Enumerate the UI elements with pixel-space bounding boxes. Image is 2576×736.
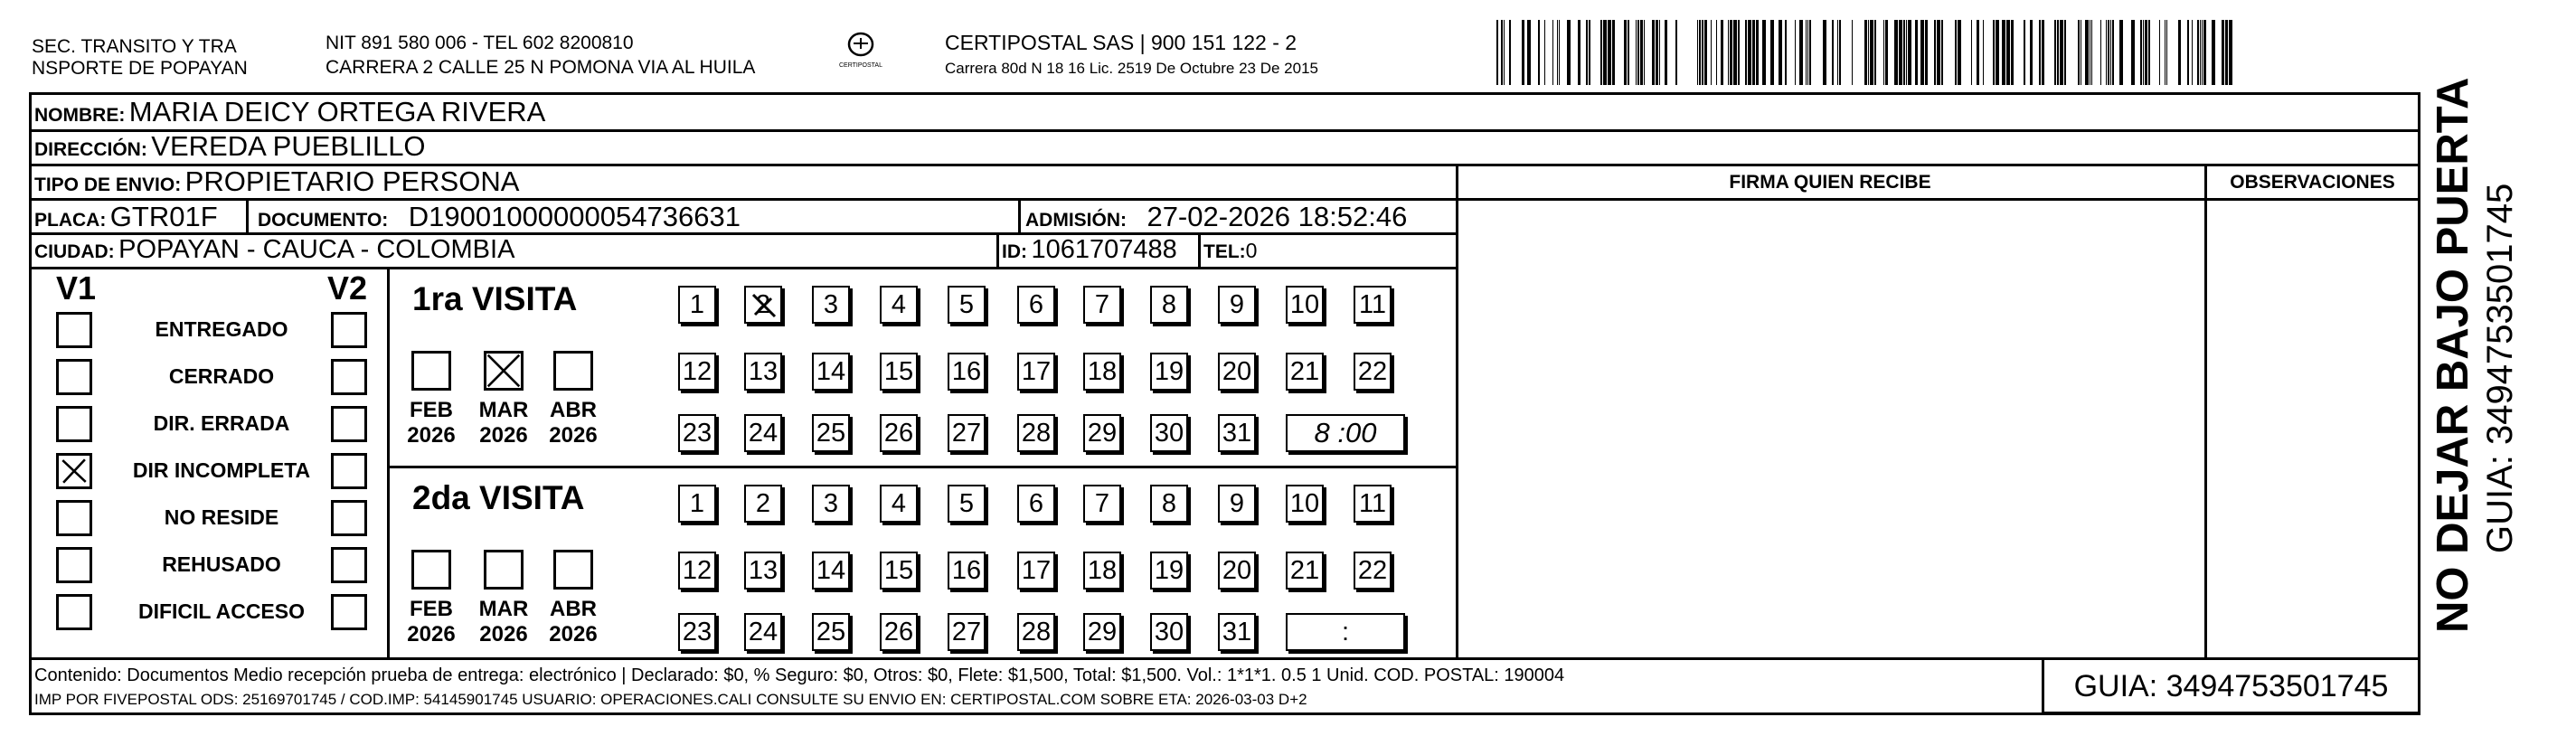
day-number: 7 [1094,289,1110,319]
day-box[interactable] [678,485,716,523]
direccion-label: DIRECCIÓN: [34,139,147,160]
day-number: 1 [689,488,705,518]
day-number: 6 [1028,289,1044,319]
guia-box-text: GUIA: 3494753501745 [2073,669,2389,703]
day-number: 11 [1358,289,1387,319]
x-mark-icon [486,354,521,388]
day-box[interactable] [1286,552,1324,590]
day-number: 31 [1222,617,1252,646]
day-number: 31 [1222,418,1252,448]
nombre-value: MARIA DEICY ORTEGA RIVERA [128,96,546,127]
month-checkbox[interactable] [553,351,593,391]
tipo-label: TIPO DE ENVIO: [34,175,182,195]
day-number: 5 [958,289,975,319]
status-label: DIR. ERRADA [153,411,290,435]
day-box[interactable] [678,286,716,324]
ciudad-label: CIUDAD: [34,241,115,262]
direccion-value: VEREDA PUEBLILLO [151,130,426,162]
day-box[interactable] [744,286,782,324]
day-number: 29 [1087,418,1118,448]
day-box[interactable] [1354,286,1392,324]
month-year: 2026 [479,622,528,646]
side-guia: GUIA: 3494753501745 [2480,183,2520,553]
day-box[interactable] [1083,485,1121,523]
day-box[interactable] [1150,552,1188,590]
day-box[interactable] [1150,485,1188,523]
day-number: 21 [1289,356,1320,386]
v1-checkbox[interactable] [56,406,92,442]
certipostal-logo [834,31,888,76]
direccion-row [34,130,426,163]
ciudad-value: POPAYAN - CAUCA - COLOMBIA [118,235,515,264]
day-number: 18 [1087,555,1118,585]
day-box[interactable] [880,286,918,324]
day-number: 11 [1358,488,1387,518]
v1-checkbox[interactable] [56,594,92,630]
sender-line-2: NSPORTE DE POPAYAN [32,58,248,79]
time-value: 8 :00 [1314,417,1377,448]
day-box[interactable] [1354,485,1392,523]
admision-field [1025,201,1407,233]
month-year: 2026 [549,423,598,448]
visit-title: 1ra VISITA [412,280,578,317]
day-number: 27 [951,617,982,646]
month-year: 2026 [407,423,456,448]
placa-label: PLACA: [34,210,107,231]
day-box[interactable] [1286,286,1324,324]
day-box[interactable] [1218,552,1256,590]
day-box[interactable] [812,613,850,651]
day-box[interactable] [1286,485,1324,523]
v1-checkbox[interactable] [56,547,92,583]
day-number: 2 [755,289,771,319]
day-box[interactable] [1017,286,1055,324]
documento-value: D19001000000054736631 [408,201,741,232]
day-number: 28 [1021,617,1052,646]
day-box[interactable] [880,485,918,523]
day-number: 16 [951,555,982,585]
day-box[interactable] [678,353,716,391]
v1-checkbox[interactable] [56,500,92,536]
placa-value: GTR01F [109,201,218,232]
contenido-line: Contenido: Documentos Medio recepción prueba de entrega: electrónico | Declarado: $0, % Seguro: $0, Otros: $0, Flete: $1,500, Total: $1,500. Vol.: 1*1*1. 0.5 1 Unid. COD. POSTAL: 190004 [34,665,1565,685]
day-number: 12 [682,555,712,585]
day-number: 25 [816,617,846,646]
time-value: : [1341,617,1350,646]
strike-mark-icon [746,288,782,324]
day-box[interactable] [1017,485,1055,523]
placa-field [34,201,218,233]
v2-checkbox[interactable] [331,453,367,489]
x-mark-icon [59,456,90,486]
day-number: 8 [1161,289,1177,319]
day-box[interactable] [880,613,918,651]
day-number: 13 [748,555,778,585]
day-number: 19 [1154,356,1184,386]
day-box[interactable] [1286,353,1324,391]
day-box[interactable] [948,286,986,324]
day-box[interactable] [948,414,986,452]
month-checkbox[interactable] [484,550,524,590]
day-number: 8 [1161,488,1177,518]
day-number: 26 [883,418,914,448]
v1-header: V1 [56,269,97,307]
id-label: ID: [1002,241,1027,262]
day-box[interactable] [1017,552,1055,590]
day-box[interactable] [1083,552,1121,590]
day-number: 26 [883,617,914,646]
day-box[interactable] [948,613,986,651]
day-number: 24 [748,617,778,646]
day-box[interactable] [744,485,782,523]
day-number: 28 [1021,418,1052,448]
day-number: 22 [1357,356,1388,386]
tipo-value: PROPIETARIO PERSONA [184,165,520,197]
admision-value: 27-02-2026 18:52:46 [1146,201,1408,232]
day-box[interactable] [948,485,986,523]
day-box[interactable] [1218,286,1256,324]
imp-line: IMP POR FIVEPOSTAL ODS: 25169701745 / COD.IMP: 54145901745 USUARIO: OPERACIONES.CALI CONSULTE SU ENVIO EN: CERTIPOSTAL.COM SOBRE ETA: 2026-03-03 D+2 [34,691,1307,708]
day-box[interactable] [1218,414,1256,452]
firma-header: FIRMA QUIEN RECIBE [1729,172,1931,193]
day-box[interactable] [744,353,782,391]
day-box[interactable] [1218,485,1256,523]
v1-checkbox[interactable] [56,359,92,395]
month-checkbox[interactable] [484,351,524,391]
day-box[interactable] [1083,286,1121,324]
v1-checkbox[interactable] [56,453,92,489]
day-number: 25 [816,418,846,448]
day-box[interactable] [1150,613,1188,651]
address-line: CARRERA 2 CALLE 25 N POMONA VIA AL HUILA [326,57,756,78]
day-box[interactable] [744,414,782,452]
day-box[interactable] [744,552,782,590]
day-box[interactable] [1218,613,1256,651]
day-number: 17 [1021,356,1052,386]
time-box[interactable] [1286,414,1405,452]
v2-checkbox[interactable] [331,547,367,583]
day-box[interactable] [1354,353,1392,391]
status-label: ENTREGADO [155,317,288,341]
barcode [1496,20,2238,85]
day-box[interactable] [1083,414,1121,452]
day-number: 30 [1154,418,1184,448]
observaciones-header: OBSERVACIONES [2230,172,2395,193]
day-number: 27 [951,418,982,448]
day-number: 7 [1094,488,1110,518]
day-box[interactable] [1083,353,1121,391]
tel-label: TEL: [1203,241,1246,262]
day-number: 4 [891,289,907,319]
day-number: 10 [1289,289,1320,319]
day-box[interactable] [948,552,986,590]
day-box[interactable] [880,353,918,391]
month-checkbox[interactable] [411,550,451,590]
day-number: 5 [958,488,975,518]
status-label: DIFICIL ACCESO [137,599,305,623]
status-label: NO RESIDE [164,505,279,529]
logo-icon [845,31,876,58]
company-line: CERTIPOSTAL SAS | 900 151 122 - 2 [945,31,1297,54]
tel-value: 0 [1245,239,1258,262]
nombre-row [34,96,545,128]
day-box[interactable] [678,414,716,452]
month-label: MAR [478,398,529,422]
admision-label: ADMISIÓN: [1025,210,1127,231]
day-number: 30 [1154,617,1184,646]
day-number: 15 [883,356,914,386]
day-box[interactable] [1354,552,1392,590]
visit-title: 2da VISITA [412,479,585,516]
day-box[interactable] [678,613,716,651]
day-number: 9 [1229,289,1245,319]
day-number: 23 [682,418,712,448]
v1-checkbox[interactable] [56,312,92,348]
day-number: 29 [1087,617,1118,646]
day-box[interactable] [880,552,918,590]
day-number: 16 [951,356,982,386]
day-number: 14 [816,356,846,386]
time-box[interactable] [1286,613,1405,651]
day-number: 15 [883,555,914,585]
status-label: REHUSADO [162,552,281,576]
day-box[interactable] [812,414,850,452]
v2-checkbox[interactable] [331,312,367,348]
day-number: 2 [755,488,771,518]
id-value: 1061707488 [1031,235,1177,264]
month-checkbox[interactable] [553,550,593,590]
month-label: FEB [410,398,453,422]
documento-field [258,201,741,233]
license-line: Carrera 80d N 18 16 Lic. 2519 De Octubre 23 De 2015 [945,60,1318,77]
sender-line-1: SEC. TRANSITO Y TRA [32,36,237,57]
day-box[interactable] [1017,613,1055,651]
day-number: 13 [748,356,778,386]
month-label: MAR [478,597,529,621]
v2-checkbox[interactable] [331,359,367,395]
day-box[interactable] [1017,353,1055,391]
tel-field [1203,239,1257,263]
month-checkbox[interactable] [411,351,451,391]
day-number: 18 [1087,356,1118,386]
day-box[interactable] [1017,414,1055,452]
day-number: 14 [816,555,846,585]
month-label: ABR [550,398,597,422]
day-box[interactable] [1150,286,1188,324]
month-year: 2026 [407,622,456,646]
day-box[interactable] [1083,613,1121,651]
day-box[interactable] [1218,353,1256,391]
day-number: 10 [1289,488,1320,518]
no-dejar-warning: NO DEJAR BAJO PUERTA [2429,77,2477,633]
day-number: 9 [1229,488,1245,518]
day-box[interactable] [812,485,850,523]
day-box[interactable] [744,613,782,651]
day-number: 20 [1222,356,1252,386]
logo-text: CERTIPOSTAL [839,62,882,69]
day-box[interactable] [678,552,716,590]
tipo-row [34,165,519,198]
v2-checkbox[interactable] [331,406,367,442]
month-label: ABR [550,597,597,621]
day-box[interactable] [948,353,986,391]
v2-header: V2 [327,269,368,307]
day-box[interactable] [880,414,918,452]
nombre-label: NOMBRE: [34,105,126,126]
day-number: 4 [891,488,907,518]
day-number: 19 [1154,555,1184,585]
id-field [1002,235,1177,265]
day-number: 17 [1021,555,1052,585]
day-number: 6 [1028,488,1044,518]
month-label: FEB [410,597,453,621]
nit-line: NIT 891 580 006 - TEL 602 8200810 [326,33,634,53]
day-number: 3 [823,488,839,518]
documento-label: DOCUMENTO: [258,210,389,231]
v2-checkbox[interactable] [331,594,367,630]
month-year: 2026 [549,622,598,646]
day-number: 24 [748,418,778,448]
day-box[interactable] [812,353,850,391]
day-box[interactable] [812,286,850,324]
day-number: 20 [1222,555,1252,585]
month-year: 2026 [479,423,528,448]
status-label: CERRADO [168,364,275,388]
day-number: 3 [823,289,839,319]
day-box[interactable] [1150,414,1188,452]
day-number: 21 [1289,555,1320,585]
day-box[interactable] [1150,353,1188,391]
day-box[interactable] [812,552,850,590]
day-number: 23 [682,617,712,646]
day-number: 1 [689,289,705,319]
day-number: 12 [682,356,712,386]
v2-checkbox[interactable] [331,500,367,536]
day-number: 22 [1357,555,1388,585]
ciudad-field [34,235,514,265]
status-label: DIR INCOMPLETA [132,458,311,482]
